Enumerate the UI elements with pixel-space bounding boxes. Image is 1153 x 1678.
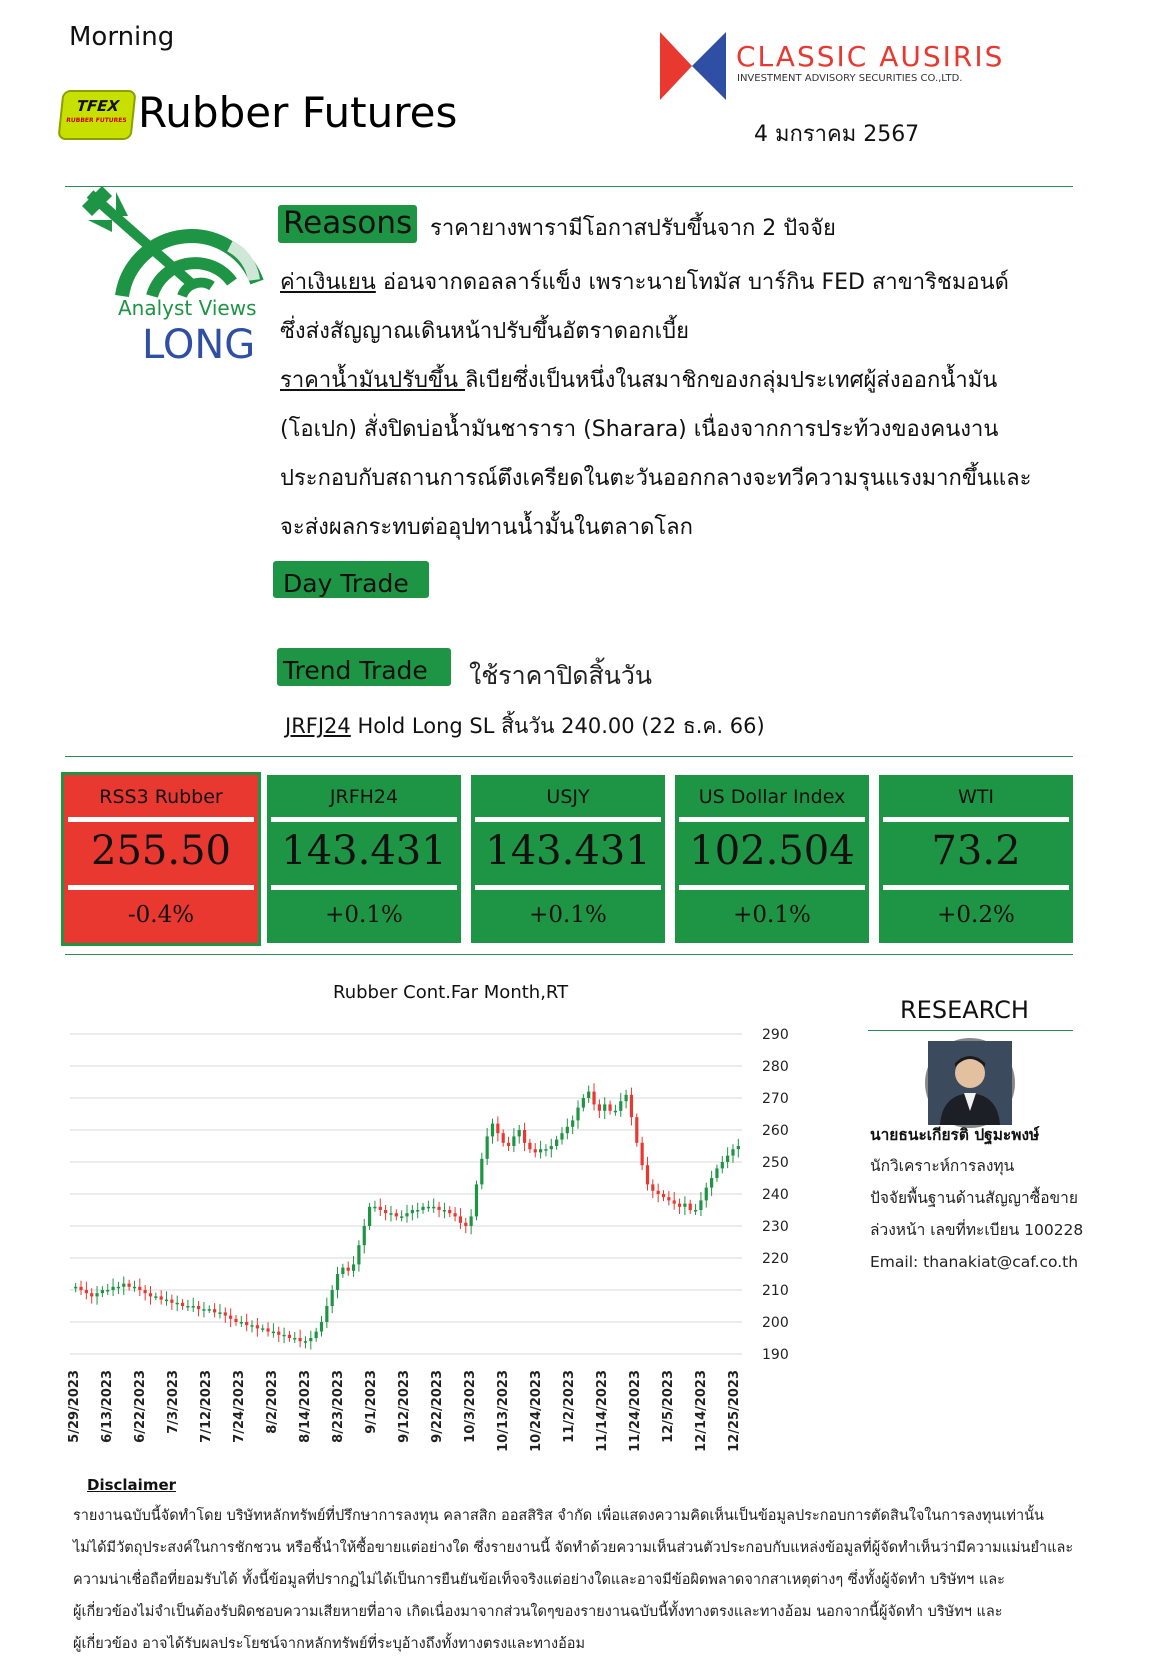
candle [694,1210,697,1212]
candle [576,1108,579,1121]
candle [202,1309,205,1311]
reason-1-line-1: ค่าเงินเยน อ่อนจากดอลลาร์แข็ง เพราะนายโทมัส บาร์กิน FED สาขาริชมอนด์ [280,270,1009,295]
card-label: JRFH24 [329,786,399,808]
card-wti [879,775,1073,943]
candle [448,1210,451,1213]
candle [555,1140,558,1146]
candle [149,1293,152,1296]
chart-title: Rubber Cont.Far Month,RT [333,982,569,1003]
candle [550,1146,553,1149]
trend-trade-detail [285,710,765,743]
x-tick-label: 7/24/2023 [232,1370,247,1443]
y-tick-label: 240 [762,1187,789,1203]
candle [427,1207,430,1209]
candle [534,1149,537,1152]
trend-trade-note: ใช้ราคาปิดสิ้นวัน [469,661,652,690]
trend-trade-text: Hold Long SL สิ้นวัน 240.00 (22 ธ.ค. 66) [350,714,765,738]
candle [608,1104,611,1110]
candle [293,1338,296,1340]
rubber-price-chart [67,1020,870,1475]
analyst-email: Email: thanakiat@caf.co.th [870,1253,1079,1271]
candle [646,1165,649,1184]
divider-cards [65,954,1073,955]
candle [416,1210,419,1212]
candle [502,1133,505,1143]
analyst-views-label: Analyst Views [118,296,257,320]
tfex-badge-subtext: RUBBER FUTURES [65,117,127,124]
x-tick-label: 11/24/2023 [628,1370,643,1452]
y-tick-label: 290 [762,1027,789,1043]
candle [208,1309,211,1311]
candle [475,1184,478,1216]
company-name: CLASSIC AUSIRIS [736,40,1005,73]
card-change: +0.1% [733,902,811,928]
x-tick-label: 10/24/2023 [529,1370,544,1452]
candle [683,1204,686,1207]
candle [363,1226,366,1245]
report-date: 4 มกราคม 2567 [754,122,920,147]
card-us-dollar-index [675,775,869,943]
avatar [925,1038,1015,1128]
y-tick-label: 210 [762,1283,789,1299]
research-heading: RESEARCH [900,996,1029,1024]
candle [341,1268,344,1274]
candle [486,1136,489,1158]
candle [74,1287,77,1289]
candle [459,1216,462,1222]
card-change: -0.4% [127,902,195,928]
candle [721,1162,724,1168]
candle [95,1293,98,1296]
candle [464,1223,467,1226]
x-tick-label: 12/5/2023 [661,1370,676,1443]
analyst-view-long: LONG [142,322,256,368]
candle [480,1159,483,1185]
target-dart-icon [82,186,262,296]
candle [90,1293,93,1296]
disclaimer-body [73,1500,1143,1660]
candle [117,1287,120,1289]
x-tick-label: 12/25/2023 [727,1370,742,1452]
tfex-badge-text: TFEX [75,97,121,115]
candle [592,1092,595,1105]
reasons-body [280,258,1110,552]
card-change: +0.2% [937,902,1015,928]
x-tick-label: 7/3/2023 [166,1370,181,1434]
day-trade-tag: Day Trade [273,561,429,598]
candle [218,1312,221,1314]
trend-trade-tag: Trend Trade [277,648,451,686]
candle [662,1194,665,1197]
disclaimer-line: ผู้เกี่ยวข้อง อาจได้รับผลประโยชน์จากหลักทรัพย์ที่ระบุอ้างถึงทั้งทางตรงและทางอ้อม [73,1636,586,1652]
candle [347,1268,350,1271]
analyst-info [870,1150,1083,1278]
candle [85,1290,88,1293]
candle [411,1210,414,1213]
candle [154,1296,157,1298]
y-tick-label: 190 [762,1347,789,1363]
candle [133,1287,136,1289]
candle [496,1124,499,1134]
candle [101,1290,104,1293]
analyst-cert-1: ปัจจัยพื้นฐานด้านสัญญาซื้อขาย [870,1189,1078,1207]
candle [336,1274,339,1290]
disclaimer-line: ผู้เกี่ยวข้องไม่จำเป็นต้องรับผิดชอบความเสียหายที่อาจ เกิดเนื่องมาจากส่วนใดๆของรายงานฉบับนี้ทั้งทางตรงและทางอ้อม นอกจากนี้ผู้จัดทำ บริษัทฯ และ [73,1604,1003,1620]
x-tick-label: 12/14/2023 [694,1370,709,1452]
candle [625,1095,628,1101]
card-label: RSS3 Rubber [99,786,223,808]
candle [566,1127,569,1133]
y-tick-label: 200 [762,1315,789,1331]
session-label: Morning [69,22,175,52]
candle [405,1213,408,1216]
y-tick-label: 280 [762,1059,789,1075]
x-tick-label: 10/13/2023 [496,1370,511,1452]
candle [272,1332,275,1334]
card-value: 143.431 [281,828,447,874]
candle [523,1130,526,1143]
candle [186,1306,189,1308]
candle [651,1184,654,1190]
disclaimer-title: Disclaimer [87,1476,177,1494]
candle [325,1306,328,1322]
candle [373,1207,376,1209]
candle [256,1325,259,1328]
candle [368,1207,371,1226]
candle [122,1284,125,1287]
card-value: 73.2 [931,828,1021,874]
candle [507,1143,510,1146]
candle [315,1332,318,1338]
candle [352,1264,355,1270]
company-logo-icon [660,32,726,100]
candle [106,1290,109,1292]
candle [261,1328,264,1330]
candle [395,1213,398,1216]
reason-1-line-2: ซึ่งส่งสัญญาณเดินหน้าปรับขึ้นอัตราดอกเบี้ย [280,319,689,344]
candle [544,1149,547,1151]
reason-2-line-2: (โอเปก) สั่งปิดบ่อน้ำมันชารารา (Sharara) เนื่องจากการประท้วงของคนงาน [280,417,999,442]
x-tick-label: 6/13/2023 [100,1370,115,1443]
candle [726,1156,729,1162]
x-tick-label: 5/29/2023 [67,1370,82,1443]
y-tick-label: 250 [762,1155,789,1171]
candle [614,1111,617,1113]
candle [737,1146,740,1149]
reason-2-line-3: ประกอบกับสถานการณ์ตึงเครียดในตะวันออกกลางจะทวีความรุนแรงมากขึ้นและ [280,466,1032,491]
candle [539,1149,542,1152]
disclaimer-line: รายงานฉบับนี้จัดทำโดย บริษัทหลักทรัพย์ที่ปรึกษาการลงทุน คลาสสิก ออสสิริส จำกัด เพื่อแสดงความคิดเห็นเป็นข้อมูลประกอบการตัดสินใจในการลงทุนเท่านั้น [73,1508,1044,1524]
candle [357,1245,360,1264]
candle [192,1306,195,1308]
candle [389,1213,392,1215]
y-tick-label: 230 [762,1219,789,1235]
candle [320,1322,323,1332]
candle [213,1309,216,1312]
card-usjy [471,775,665,943]
candle [309,1338,312,1341]
candle [715,1168,718,1178]
candle [587,1092,590,1098]
candle [641,1143,644,1165]
candle [282,1335,285,1337]
candle [528,1143,531,1149]
candle [160,1296,163,1299]
candle [453,1213,456,1216]
analyst-role: นักวิเคราะห์การลงทุน [870,1157,1015,1175]
candle [443,1210,446,1212]
candle [379,1207,382,1210]
candle [277,1332,280,1335]
y-tick-label: 260 [762,1123,789,1139]
card-rss3-rubber [64,775,258,943]
candle [598,1104,601,1110]
candle [138,1287,141,1290]
page-title: Rubber Futures [138,88,458,137]
candle [630,1095,633,1117]
candle [657,1191,660,1194]
candle [299,1338,302,1341]
candle [331,1290,334,1306]
x-tick-label: 11/2/2023 [562,1370,577,1443]
candle [79,1287,82,1290]
candle [400,1216,403,1218]
candle [512,1136,515,1146]
card-label: USJY [546,786,590,808]
candle [421,1207,424,1210]
candle [165,1300,168,1302]
candle [705,1188,708,1201]
candle [560,1133,563,1139]
card-label: WTI [958,786,994,808]
company-subtitle: INVESTMENT ADVISORY SECURITIES CO.,LTD. [737,73,963,84]
candle [128,1284,131,1287]
x-tick-label: 6/22/2023 [133,1370,148,1443]
candle [240,1322,243,1324]
candle [678,1204,681,1207]
reason-2-key: ราคาน้ำมันปรับขึ้น [280,368,465,393]
disclaimer-line: ความน่าเชื่อถือที่ยอมรับได้ ทั้งนี้ข้อมูลที่ปรากฏไม่ได้เป็นการยืนยันข้อเท็จจริงแต่อย่างใดและอาจมีข้อผิดพลาดจากสาเหตุต่างๆ ซึ่งทั้งผู้จัดทำ บริษัทฯ และ [73,1572,1005,1588]
candle [288,1335,291,1338]
person-icon [928,1041,1012,1125]
candle [224,1312,227,1315]
candle [176,1303,179,1305]
candle [635,1117,638,1143]
candle [170,1300,173,1303]
candle [710,1178,713,1188]
candle [491,1124,494,1137]
candle [229,1316,232,1319]
y-tick-label: 270 [762,1091,789,1107]
tfex-badge [57,90,136,140]
card-value: 255.50 [91,828,231,874]
x-tick-label: 11/14/2023 [595,1370,610,1452]
analyst-name: นายธนะเกียรติ ปฐมะพงษ์ [870,1126,1040,1144]
card-change: +0.1% [529,902,607,928]
candle [731,1149,734,1155]
card-value: 143.431 [485,828,651,874]
candle [673,1200,676,1203]
candle [181,1303,184,1306]
x-tick-label: 9/22/2023 [430,1370,445,1443]
reason-1-key: ค่าเงินเยน [280,270,376,295]
candle [234,1319,237,1322]
y-tick-label: 220 [762,1251,789,1267]
x-tick-label: 10/3/2023 [463,1370,478,1443]
candle [699,1200,702,1210]
card-jrfh24 [267,775,461,943]
disclaimer-line: ไม่ได้มีวัตถุประสงค์ในการชักชวน หรือชี้นำให้ซื้อขายแต่อย่างใด ซึ่งรายงานนี้ จัดทำด้วยความเห็นส่วนตัวประกอบกับแหล่งข้อมูลที่ผู้จัดทำเห็นว่ามีความแม่นยำและ [73,1540,1074,1556]
candle [518,1130,521,1136]
divider-mid [65,756,1073,757]
candle [197,1306,200,1309]
candle [667,1197,670,1200]
card-label: US Dollar Index [698,786,846,808]
card-change: +0.1% [325,902,403,928]
candle [619,1101,622,1111]
candle [582,1098,585,1108]
x-tick-label: 8/14/2023 [298,1370,313,1443]
x-tick-label: 9/1/2023 [364,1370,379,1434]
trend-trade-symbol: JRFJ24 [285,714,351,738]
candle [437,1207,440,1210]
x-tick-label: 9/12/2023 [397,1370,412,1443]
candle [245,1322,248,1325]
candle [384,1210,387,1213]
candle [144,1290,147,1293]
card-value: 102.504 [689,828,855,874]
reasons-tag: Reasons [278,205,417,243]
x-tick-label: 8/2/2023 [265,1370,280,1434]
candle [689,1204,692,1210]
reasons-headline: ราคายางพารามีโอกาสปรับขึ้นจาก 2 ปัจจัย [430,216,836,241]
candle [250,1325,253,1327]
x-tick-label: 8/23/2023 [331,1370,346,1443]
candle [266,1328,269,1331]
candle [304,1341,307,1343]
candle [470,1216,473,1226]
reason-2-line-1: ราคาน้ำมันปรับขึ้น ลิเบียซึ่งเป็นหนึ่งในสมาชิกของกลุ่มประเทศผู้ส่งออกน้ำมัน [280,368,998,393]
candle [603,1104,606,1110]
reason-2-line-4: จะส่งผลกระทบต่ออุปทานน้ำมั้นในตลาดโลก [280,515,693,540]
candle [432,1207,435,1209]
research-divider [868,1030,1073,1031]
analyst-cert-2: ล่วงหน้า เลขที่ทะเบียน 100228 [870,1221,1084,1239]
x-tick-label: 7/12/2023 [199,1370,214,1443]
candle [111,1287,114,1290]
candle [571,1120,574,1126]
